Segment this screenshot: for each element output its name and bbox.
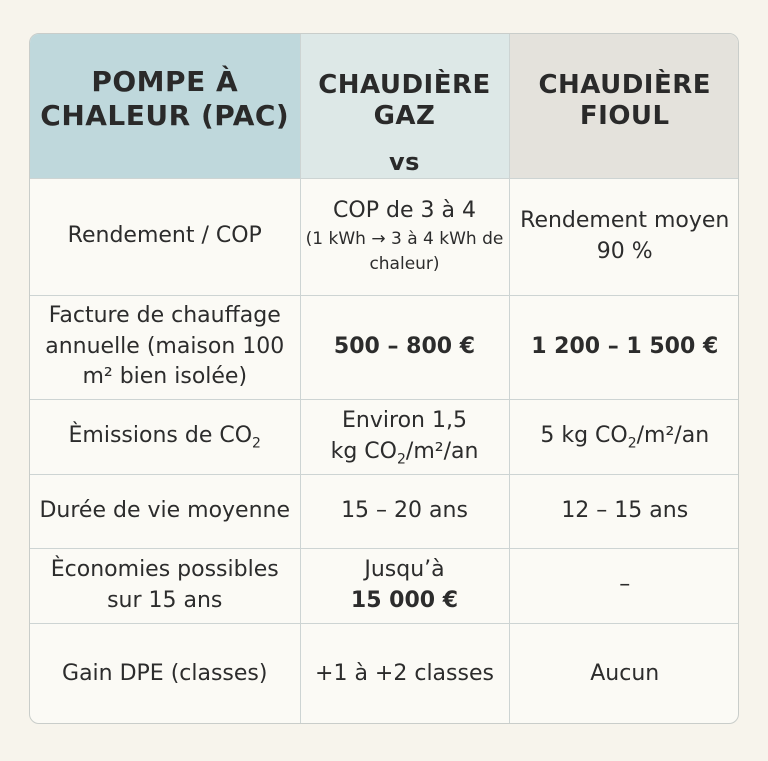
cell-pac-rendement <box>300 178 509 295</box>
cell-fioul-facture: 1 200 – 1 500 € <box>509 295 739 399</box>
cell-pac-emissions-suffix: /m²/an <box>405 438 479 464</box>
cell-fioul-emissions-sub: 2 <box>627 435 637 452</box>
row-label-dpe: Gain DPE (classes) <box>30 623 300 724</box>
header-pac: POMPE À CHALEUR (PAC) <box>30 34 300 178</box>
row-label-emissions-sub: 2 <box>252 435 261 452</box>
cell-pac-rendement-note: (1 kWh → 3 à 4 kWh de chaleur) <box>305 229 504 274</box>
cell-fioul-rendement: Rendement moyen 90 % <box>509 178 739 295</box>
cell-pac-duree: 15 – 20 ans <box>300 474 509 548</box>
table-header-row <box>30 34 739 178</box>
header-gaz-label: CHAUDIÈRE GAZ <box>318 70 491 132</box>
cell-pac-economies-line1: Jusqu’à <box>364 556 445 582</box>
cell-pac-emissions-prefix: kg CO <box>330 438 397 464</box>
cell-fioul-emissions-prefix: 5 kg CO <box>540 423 628 449</box>
cell-pac-rendement-main: COP de 3 à 4 <box>333 198 476 224</box>
header-vs: vs <box>389 148 420 177</box>
cell-pac-economies-line2: 15 000 € <box>350 587 459 613</box>
row-label-emissions <box>30 399 300 474</box>
cell-fioul-dpe: Aucun <box>590 660 660 686</box>
cell-pac-emissions-sub: 2 <box>396 450 406 467</box>
table-row <box>30 295 739 399</box>
cell-fioul-emissions-suffix: /m²/an <box>636 423 710 449</box>
cell-pac-emissions <box>300 399 509 474</box>
row-label-facture: Facture de chauffage annuelle (maison 100 m² bien isolée) <box>30 295 300 399</box>
header-gaz <box>300 34 509 178</box>
table-row <box>30 623 739 724</box>
comparison-table-container <box>29 33 739 724</box>
table-row <box>30 399 739 474</box>
row-label-duree: Durée de vie moyenne <box>30 474 300 548</box>
cell-pac-dpe: +1 à +2 classes <box>300 623 509 724</box>
row-label-rendement: Rendement / COP <box>30 178 300 295</box>
table-row <box>30 474 739 548</box>
table-row <box>30 178 739 295</box>
table-row <box>30 548 739 623</box>
comparison-table <box>30 34 739 724</box>
row-label-emissions-text: Èmissions de CO <box>68 423 253 449</box>
cell-fioul-economies: – <box>509 548 739 623</box>
row-label-economies: Èconomies possibles sur 15 ans <box>30 548 300 623</box>
header-fioul: CHAUDIÈRE FIOUL <box>509 34 739 178</box>
cell-fioul-duree: 12 – 15 ans <box>509 474 739 548</box>
cell-pac-economies <box>300 548 509 623</box>
cell-pac-emissions-line1: Environ 1,5 <box>342 407 467 433</box>
cell-pac-facture: 500 – 800 € <box>300 295 509 399</box>
cell-fioul-emissions <box>509 399 739 474</box>
